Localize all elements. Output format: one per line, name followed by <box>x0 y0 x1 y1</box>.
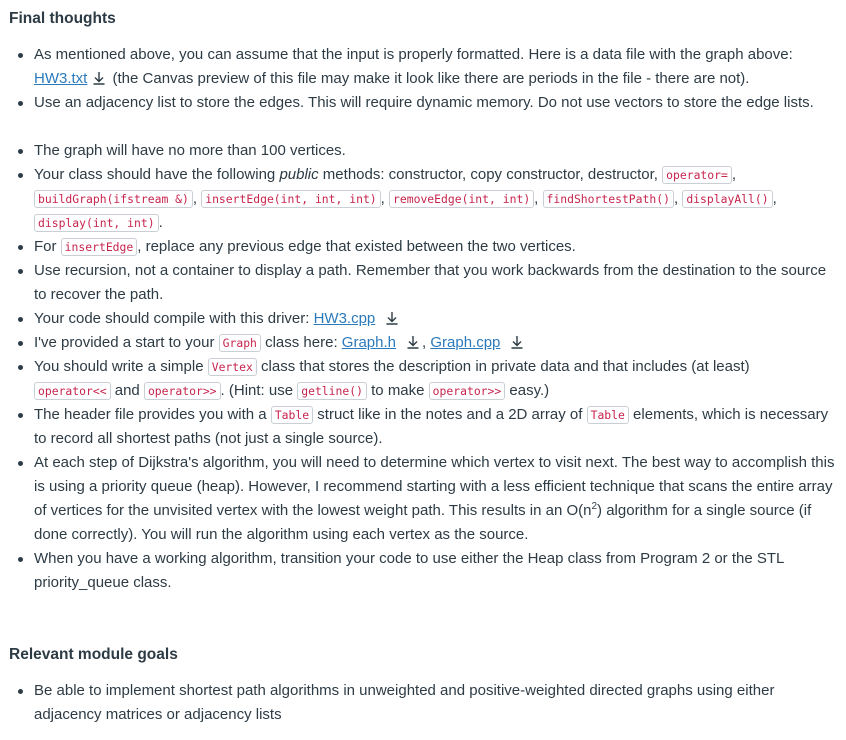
module-goals-heading: Relevant module goals <box>9 646 178 663</box>
code-remove-edge: removeEdge(int, int) <box>389 190 534 208</box>
code-operator-output: operator<< <box>34 382 111 400</box>
code-table-2: Table <box>587 406 629 424</box>
list-item-insert-edge: For insertEdge , replace any previous edge that existed between the two vertices. <box>34 235 840 259</box>
download-icon[interactable] <box>406 335 420 349</box>
code-operator-input-2: operator>> <box>429 382 506 400</box>
download-icon[interactable] <box>510 335 524 349</box>
code-operator-assign: operator= <box>662 166 732 184</box>
list-item-vertex-class: You should write a simple Vertex class that stores the description in private data and that includes (at least) operator<< and operator>> . (Hint: use getline() to make operator>> easy.) <box>34 355 840 403</box>
list-item-max-vertices: The graph will have no more than 100 vertices. <box>34 139 840 163</box>
graph-cpp-link[interactable]: Graph.cpp <box>430 334 501 351</box>
list-item-public-methods: Your class should have the following public methods: constructor, copy constructor, destructor, operator= , buildGraph(ifstream &) , insertEdge(int, int, int) , removeEdge(int, int) , findShortestPath() , displayAll() , display(int, int) . <box>34 163 840 235</box>
final-thoughts-heading: Final thoughts <box>9 10 116 27</box>
list-item-recursion: Use recursion, not a container to display a path. Remember that you work backwards from the destination to the source to recover the path. <box>34 259 840 307</box>
list-item-module-goal: Be able to implement shortest path algorithms in unweighted and positive-weighted directed graphs using either adjacency matrices or adjacency lists <box>34 679 840 727</box>
code-display-all: displayAll() <box>682 190 772 208</box>
download-icon[interactable] <box>92 71 106 85</box>
list-item-adjacency-list: Use an adjacency list to store the edges. This will require dynamic memory. Do not use vectors to store the edge lists. <box>34 91 840 115</box>
hw3-txt-link[interactable]: HW3.txt <box>34 70 88 87</box>
code-insert-edge: insertEdge(int, int, int) <box>201 190 380 208</box>
graph-h-link[interactable]: Graph.h <box>341 334 396 351</box>
list-item-dijkstra: At each step of Dijkstra's algorithm, you will need to determine which vertex to visit next. The best way to accomplish this is using a priority queue (heap). However, I recommend starting with a less efficient technique that scans the entire array of vertices for the unvisited vertex with the lowest weight path. This results in an $O(n^2)$ algorithm for a single source (if done correctly). You will run the algorithm using each vertex as the source. <box>34 451 840 547</box>
code-build-graph: buildGraph(ifstream &) <box>34 190 193 208</box>
list-item-graph-start: I've provided a start to your Graph class here: Graph.h , Graph.cpp <box>34 331 840 355</box>
code-table: Table <box>271 406 313 424</box>
code-display: display(int, int) <box>34 214 159 232</box>
code-insert-edge-inline: insertEdge <box>61 238 138 256</box>
code-find-shortest-path: findShortestPath() <box>543 190 674 208</box>
hw3-cpp-link[interactable]: HW3.cpp <box>313 310 376 327</box>
code-operator-input: operator>> <box>144 382 221 400</box>
code-getline: getline() <box>297 382 367 400</box>
list-item-input-format: As mentioned above, you can assume that the input is properly formatted. Here is a data file with the graph above: HW3.txt (the Canvas preview of this file may make it look like there are periods in the file - there are not). <box>34 43 840 91</box>
code-vertex: Vertex <box>208 358 257 376</box>
code-graph: Graph <box>219 334 261 352</box>
list-item-heap: When you have a working algorithm, transition your code to use either the Heap class from Program 2 or the STL priority_queue class. <box>34 547 840 595</box>
download-icon[interactable] <box>385 311 399 325</box>
list-item-driver: Your code should compile with this driver: HW3.cpp <box>34 307 840 331</box>
list-item-table-struct: The header file provides you with a Table struct like in the notes and a 2D array of Table elements, which is necessary to record all shortest paths (not just a single source). <box>34 403 840 451</box>
